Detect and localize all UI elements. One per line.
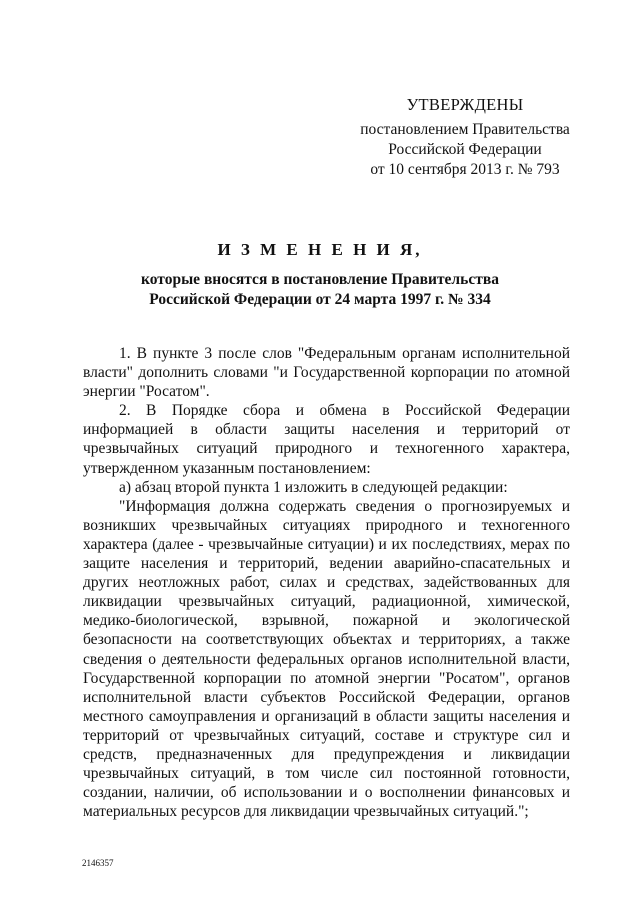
paragraph-quoted-text: "Информация должна содержать сведения о прогнозируемых и возникших чрезвычайных ситуациях природного и техногенного характера (далее - чрезвычайные ситуации) и их последствиях, мерах по защите населения и территорий, ведении аварийно-спасательных и других неотложных работ, силах и средствах, задействованных для ликвидации чрезвычайных ситуаций, радиационной, химической, медико-биологической, взрывной, пожарной и экологической безопасности на соответствующих объектах и территориях, а также сведения о деятельности федеральных органов исполнительной власти, Государственной корпорации по атомной энергии "Росатом", органов исполнительной власти субъектов Российской Федерации, органов местного самоуправления и организаций в области защиты населения и территорий от чрезвычайных ситуаций, составе и структуре сил и средств, предназначенных для предупреждения и ликвидации чрезвычайных ситуаций, в том числе сил постоянной готовности, создании, наличии, об использовании и о восполнении финансовых и материальных ресурсов для ликвидации чрезвычайных ситуаций."; <box>83 497 570 821</box>
paragraph-item-2: 2. В Порядке сбора и обмена в Российской Федерации информацией в области защиты населения и территорий от чрезвычайных ситуаций природного и техногенного характера, утвержденном указанным постановлением: <box>83 402 570 477</box>
document-subtitle <box>0 270 640 310</box>
paragraph-item-1: 1. В пункте 3 после слов "Федеральным органам исполнительной власти" дополнить словами "и Государственной корпорации по атомной энергии "Росатом". <box>83 345 570 401</box>
paragraph-subitem-a: а) абзац второй пункта 1 изложить в следующей редакции: <box>119 478 508 496</box>
document-title: И З М Е Н Е Н И Я, <box>217 240 423 259</box>
document-body <box>83 344 570 821</box>
approval-line-1: постановлением Правительства <box>360 121 570 138</box>
document-code: 2146357 <box>82 858 114 868</box>
approval-line-3: от 10 сентября 2013 г. № 793 <box>370 161 560 178</box>
approval-line-2: Российской Федерации <box>388 141 542 158</box>
subtitle-line-2: Российской Федерации от 24 марта 1997 г. № 334 <box>149 291 491 308</box>
approval-stamp <box>340 95 590 180</box>
approval-heading: УТВЕРЖДЕНЫ <box>406 95 524 114</box>
subtitle-line-1: которые вносятся в постановление Правительства <box>141 271 499 288</box>
